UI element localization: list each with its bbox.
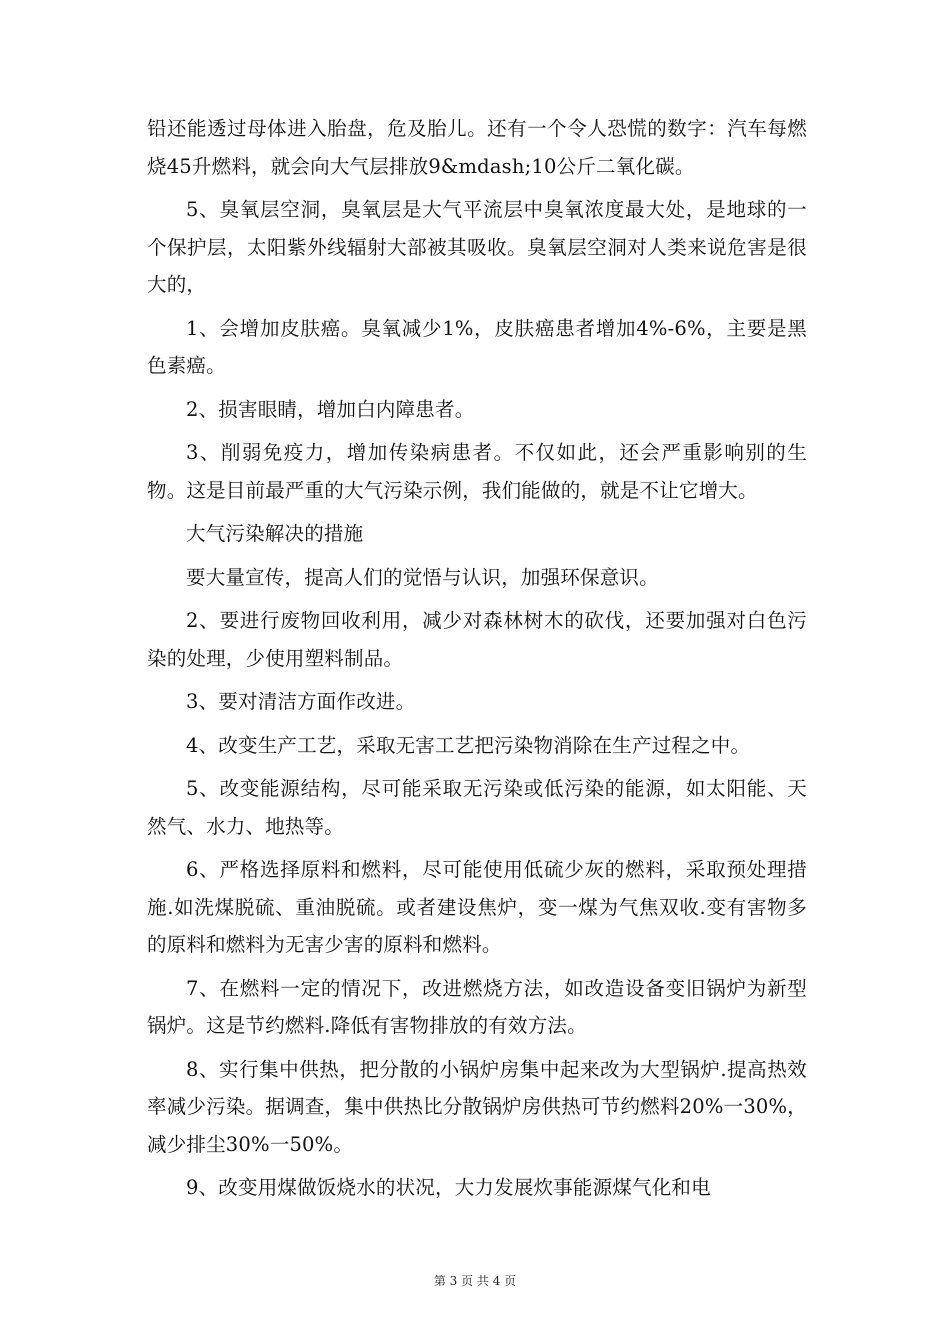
paragraph-3: 1、会增加皮肤癌。臭氧减少1%，皮肤癌患者增加4%-6%，主要是黑色素癌。 — [147, 316, 807, 377]
paragraph-7: 要大量宣传，提高人们的觉悟与认识，加强环保意识。 — [186, 565, 659, 589]
section-heading: 大气污染解决的措施 — [186, 522, 364, 545]
paragraph-13: 7、在燃料一定的情况下，改进燃烧方法，如改造设备变旧锅炉为新型锅炉。这是节约燃料.降低有害物排放的有效方法。 — [147, 976, 807, 1037]
paragraph-8: 2、要进行废物回收利用，减少对森林树木的砍伐，还要加强对白色污染的处理，少使用塑料制品。 — [147, 609, 807, 670]
paragraph-1: 铅还能透过母体进入胎盘，危及胎儿。还有一个令人恐慌的数字：汽车每燃烧45升燃料，就会向大气层排放9&mdash;10公斤二氧化碳。 — [147, 117, 807, 178]
page-number-footer: 第 3 页 共 4 页 — [433, 1274, 517, 1288]
paragraph-15: 9、改变用煤做饭烧水的状况，大力发展炊事能源煤气化和电 — [186, 1176, 711, 1199]
paragraph-5: 3、削弱免疫力，增加传染病患者。不仅如此，还会严重影响别的生物。这是目前最严重的大气污染示例，我们能做的，就是不让它增大。 — [147, 441, 807, 502]
document-body — [147, 110, 807, 1213]
paragraph-10: 4、改变生产工艺，采取无害工艺把污染物消除在生产过程之中。 — [186, 733, 751, 757]
paragraph-2: 5、臭氧层空洞，臭氧层是大气平流层中臭氧浓度最大处，是地球的一个保护层，太阳紫外线辐射大部被其吸收。臭氧层空洞对人类来说危害是很大的， — [147, 198, 807, 296]
paragraph-11: 5、改变能源结构，尽可能采取无污染或低污染的能源，如太阳能、天然气、水力、地热等。 — [147, 777, 807, 838]
paragraph-4: 2、损害眼睛，增加白内障患者。 — [186, 397, 475, 421]
paragraph-14: 8、实行集中供热，把分散的小锅炉房集中起来改为大型锅炉.提高热效率减少污染。据调查，集中供热比分散锅炉房供热可节约燃料20%一30%，减少排尘30%一50%。 — [147, 1057, 807, 1156]
paragraph-9: 3、要对清洁方面作改进。 — [186, 690, 416, 713]
paragraph-12: 6、严格选择原料和燃料，尽可能使用低硫少灰的燃料，采取预处理措施.如洗煤脱硫、重油脱硫。或者建设焦炉，变一煤为气焦双收.变有害物多的原料和燃料为无害少害的原料和燃料。 — [147, 858, 807, 956]
